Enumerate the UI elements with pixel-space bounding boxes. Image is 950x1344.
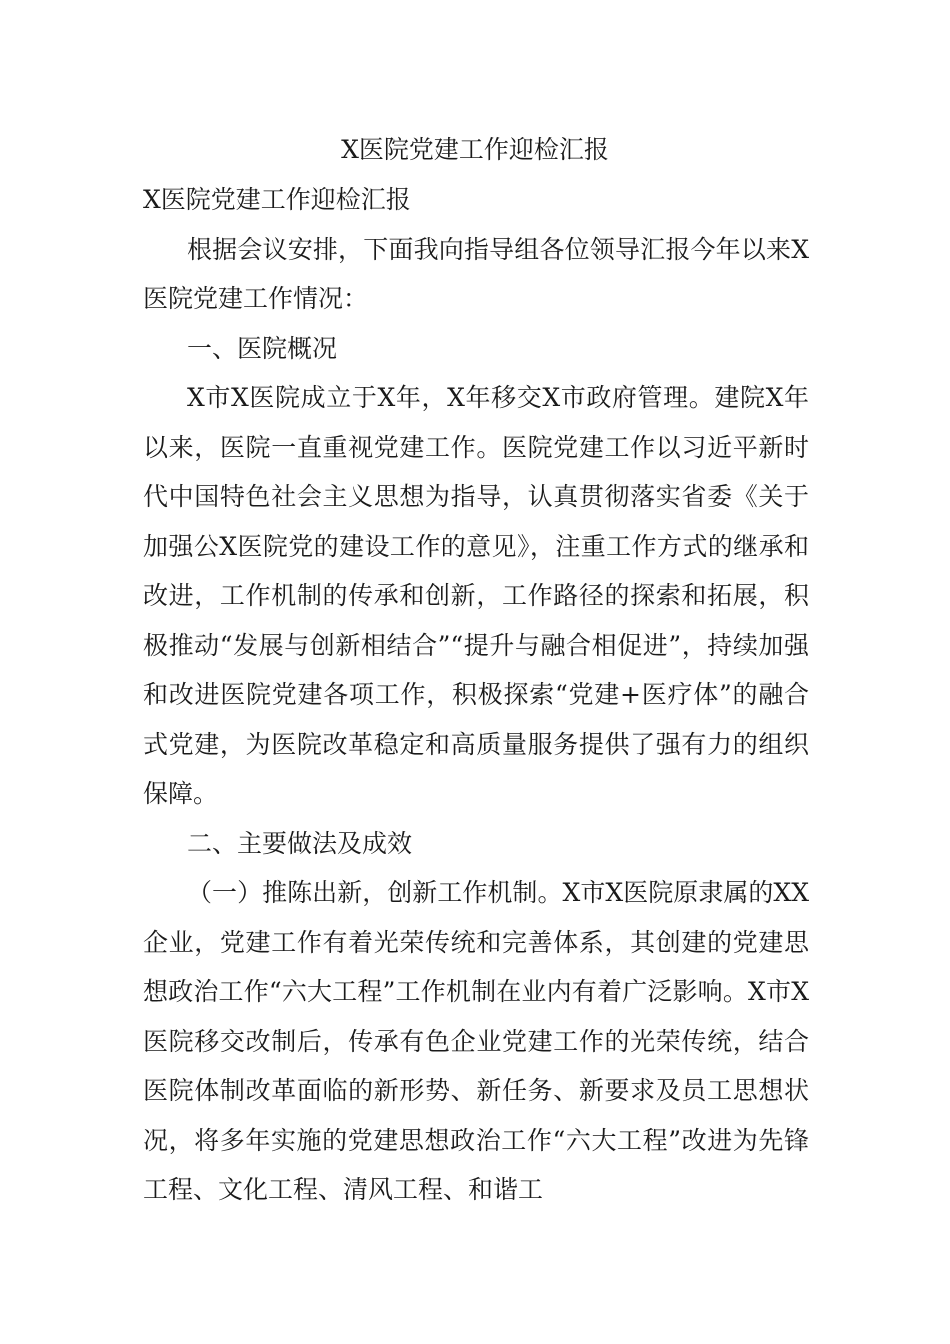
paragraph-practice-1: （一）推陈出新，创新工作机制。X市X医院原隶属的XX企业，党建工作有着光荣传统和完善体系，其创建的党建思想政治工作“六大工程”工作机制在业内有着广泛影响。X市X医院移交改制后，传承有色企业党建工作的光荣传统，结合医院体制改革面临的新形势、新任务、新要求及员工思想状况，将多年实施的党建思想政治工作“六大工程”改进为先锋工程、文化工程、清风工程、和谐工 (143, 878, 809, 1204)
section-heading-practices: 二、主要做法及成效 (187, 828, 413, 858)
paragraph-overview: X市X医院成立于X年，X年移交X市政府管理。建院X年以来，医院一直重视党建工作。医院党建工作以习近平新时代中国特色社会主义思想为指导，认真贯彻落实省委《关于加强公X医院党的建设工作的意见》，注重工作方式的继承和改进，工作机制的传承和创新，工作路径的探索和拓展，积极推动“发展与创新相结合”“提升与融合相促进”，持续加强和改进医院党建各项工作，积极探索“党建+医疗体”的融合式党建，为医院改革稳定和高质量服务提供了强有力的组织保障。 (143, 383, 809, 808)
document-title: X医院党建工作迎检汇报 (341, 135, 609, 164)
section-heading-overview: 一、医院概况 (187, 333, 338, 363)
paragraph-intro: 根据会议安排，下面我向指导组各位领导汇报今年以来X医院党建工作情况： (143, 234, 809, 313)
document-body (143, 175, 809, 1215)
document-subtitle: X医院党建工作迎检汇报 (143, 185, 411, 214)
